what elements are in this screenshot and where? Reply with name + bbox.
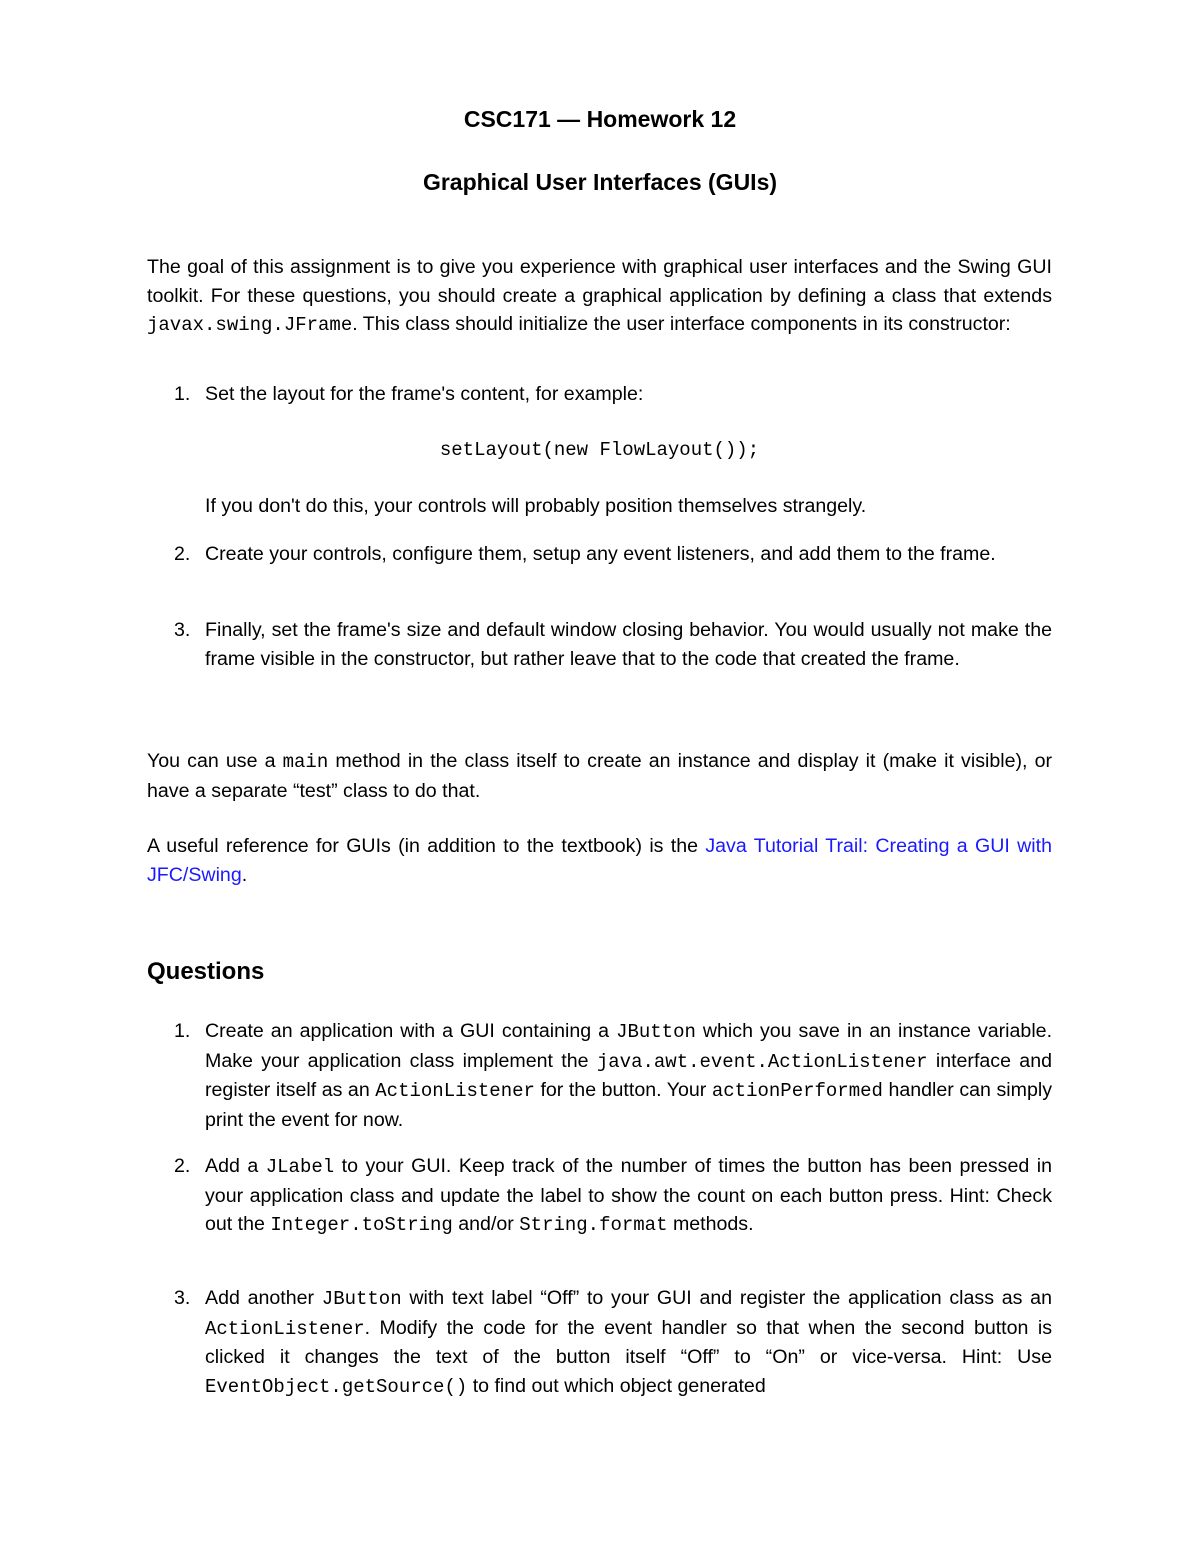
list-number: 3.	[174, 619, 191, 641]
question-number: 3.	[174, 1287, 191, 1309]
list-text: Set the layout for the frame's content, for example:	[205, 383, 644, 405]
java-tutorial-link[interactable]: Java Tutorial Trail: Creating a GUI with JFC/Swing	[147, 835, 1052, 886]
question-number: 1.	[174, 1020, 191, 1042]
reference-paragraph: A useful reference for GUIs (in addition to the textbook) is the Java Tutorial Trail: Creating a GUI with JFC/Swing.	[147, 835, 1052, 886]
question-text: Add another JButton with text label “Off” to your GUI and register the application class as an ActionListener. Modify the code for the event handler so that when the second button is clicked it changes the text of the button itself “Off” to “On” or vice-versa. Hint: Use EventObject.getSource() to find out which object generated	[205, 1287, 1052, 1398]
inline-code: main	[282, 751, 329, 773]
document-subtitle: Graphical User Interfaces (GUIs)	[422, 169, 778, 195]
list-text: Create your controls, configure them, setup any event listeners, and add them to the frame.	[205, 543, 996, 565]
main-method-paragraph: You can use a main method in the class itself to create an instance and display it (make it visible), or have a separate “test” class to do that.	[147, 750, 1053, 802]
question-text: Create an application with a GUI containing a JButton which you save in an instance variable. Make your application class implement the java.awt.event.ActionListener interface and register itself as an ActionListener for the button. Your actionPerformed handler can simply print the event for now.	[205, 1020, 1053, 1131]
inline-code: javax.swing.JFrame	[147, 314, 353, 336]
question-number: 2.	[174, 1155, 191, 1177]
document-title: CSC171 — Homework 12	[463, 106, 737, 132]
intro-paragraph: The goal of this assignment is to give you experience with graphical user interfaces and the Swing GUI toolkit. For these questions, you should create a graphical application by defining a class that extends javax.swing.JFrame. This class should initialize the user interface components in its constructor:	[147, 256, 1052, 336]
questions-heading: Questions	[147, 958, 265, 985]
list-number: 2.	[174, 543, 191, 565]
list-text: Finally, set the frame's size and default window closing behavior. You would usually not make the frame visible in the constructor, but rather leave that to the code that created the frame.	[205, 619, 1052, 670]
list-number: 1.	[174, 383, 191, 405]
list-text: If you don't do this, your controls will probably position themselves strangely.	[205, 495, 867, 517]
question-text: Add a JLabel to your GUI. Keep track of the number of times the button has been pressed in your application class and update the label to show the count on each button press. Hint: Check out the Integer.toString and/or String.format methods.	[205, 1155, 1052, 1236]
code-example: setLayout(new FlowLayout());	[439, 439, 760, 461]
